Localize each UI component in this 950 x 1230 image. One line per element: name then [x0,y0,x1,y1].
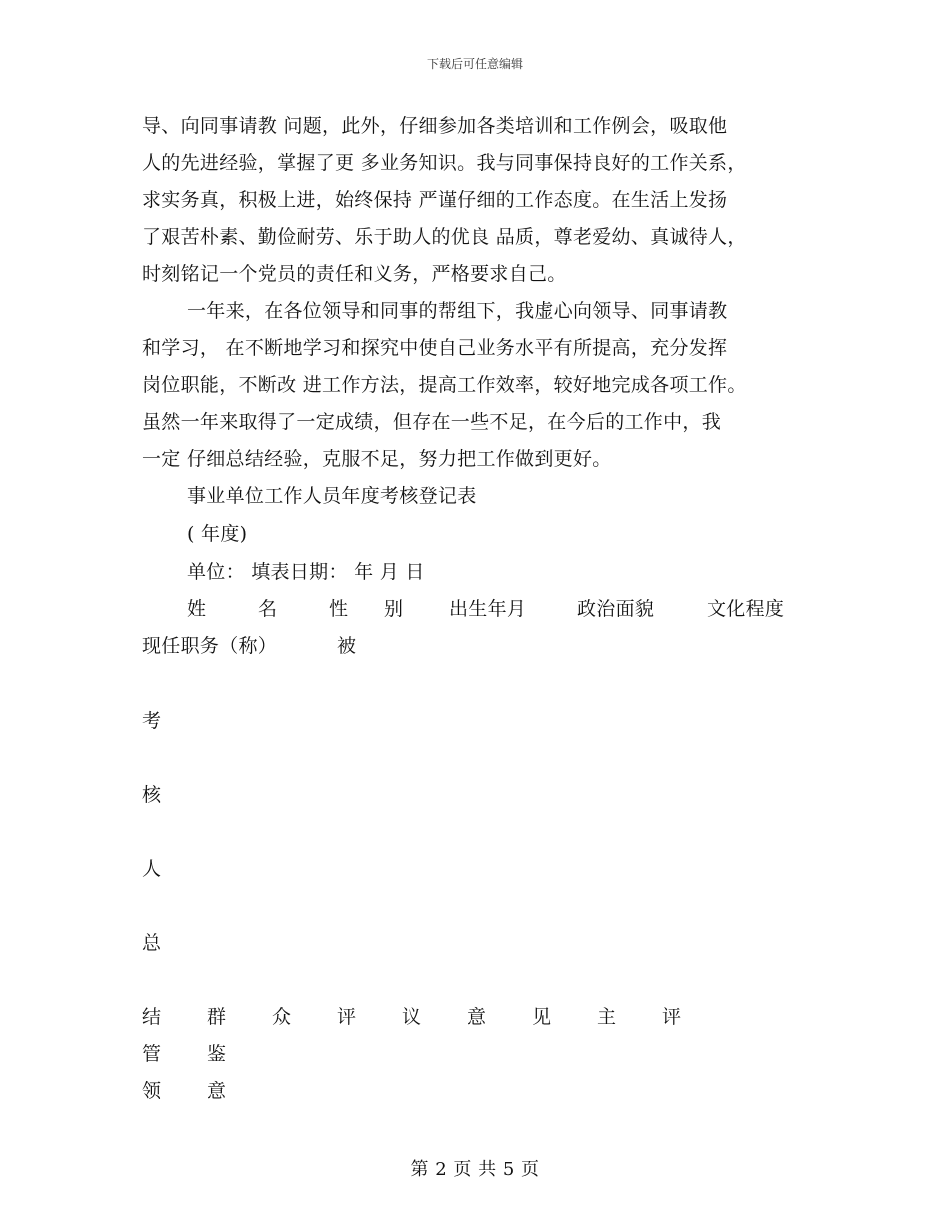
cell-text: 议 [402,1006,422,1028]
cell-text: 结 [142,1006,162,1028]
cell-text: 群 [207,1006,227,1028]
form-row-guan [142,1041,226,1067]
body-line: 人的先进经验，掌握了更 多业务知识。我与同事保持良好的工作关系， [142,152,747,174]
form-row-ling [142,1078,226,1104]
body-line: 导、向同事请教 问题，此外，仔细参加各类培训和工作例会，吸取他 [142,115,728,137]
form-title: 事业单位工作人员年度考核登记表 [187,485,477,507]
bei-label: 被 [337,635,357,657]
body-line: 了艰苦朴素、勤俭耐劳、乐于助人的优良 品质，尊老爱幼、真诚待人， [142,226,747,248]
field-label: 别 [384,598,404,620]
field-label: 性 [329,598,349,620]
field-label: 文化程度 [707,598,785,620]
position-label: 现任职务（称） [142,635,278,657]
form-row-jie [142,1004,681,1030]
body-line: 和学习， 在不断地学习和探究中使自己业务水平有所提高，充分发挥 [142,337,728,359]
body-line: 岗位职能，不断改 进工作方法，提高工作效率，较好地完成各项工作。 [142,374,747,396]
cell-text: 见 [532,1006,552,1028]
cell-text: 领 [142,1080,162,1102]
cell-text: 主 [597,1006,617,1028]
vertical-label: 核 [142,784,162,806]
field-label: 出生年月 [449,598,527,620]
vertical-label: 考 [142,710,162,732]
cell-text: 意 [467,1006,487,1028]
form-year: ( 年度) [187,523,248,545]
cell-text: 意 [207,1080,227,1102]
cell-text: 管 [142,1043,162,1065]
body-line: 一定 仔细总结经验，克服不足，努力把工作做到更好。 [142,448,612,470]
body-line: 求实务真，积极上进，始终保持 严谨仔细的工作态度。在生活上发扬 [142,189,728,211]
vertical-label: 人 [142,858,162,880]
vertical-label: 总 [142,932,162,954]
page-header: 下载后可任意编辑 [426,57,523,71]
form-unit-date: 单位： 填表日期： 年 月 日 [187,561,425,583]
body-line: 时刻铭记一个党员的责任和义务，严格要求自己。 [142,263,567,285]
cell-text: 众 [272,1006,292,1028]
field-label: 名 [258,598,278,620]
cell-text: 评 [337,1006,357,1028]
body-line: 虽然一年来取得了一定成绩，但存在一些不足，在今后的工作中，我 [142,411,722,433]
cell-text: 鉴 [207,1043,227,1065]
body-line: 一年来，在各位领导和同事的帮组下，我虚心向领导、同事请教 [187,300,728,322]
page-footer: 第 2 页 共 5 页 [410,1159,540,1180]
form-position-row [142,633,356,659]
form-fields-row [187,596,784,622]
field-label: 姓 [187,598,207,620]
field-label: 政治面貌 [577,598,655,620]
cell-text: 评 [662,1006,682,1028]
